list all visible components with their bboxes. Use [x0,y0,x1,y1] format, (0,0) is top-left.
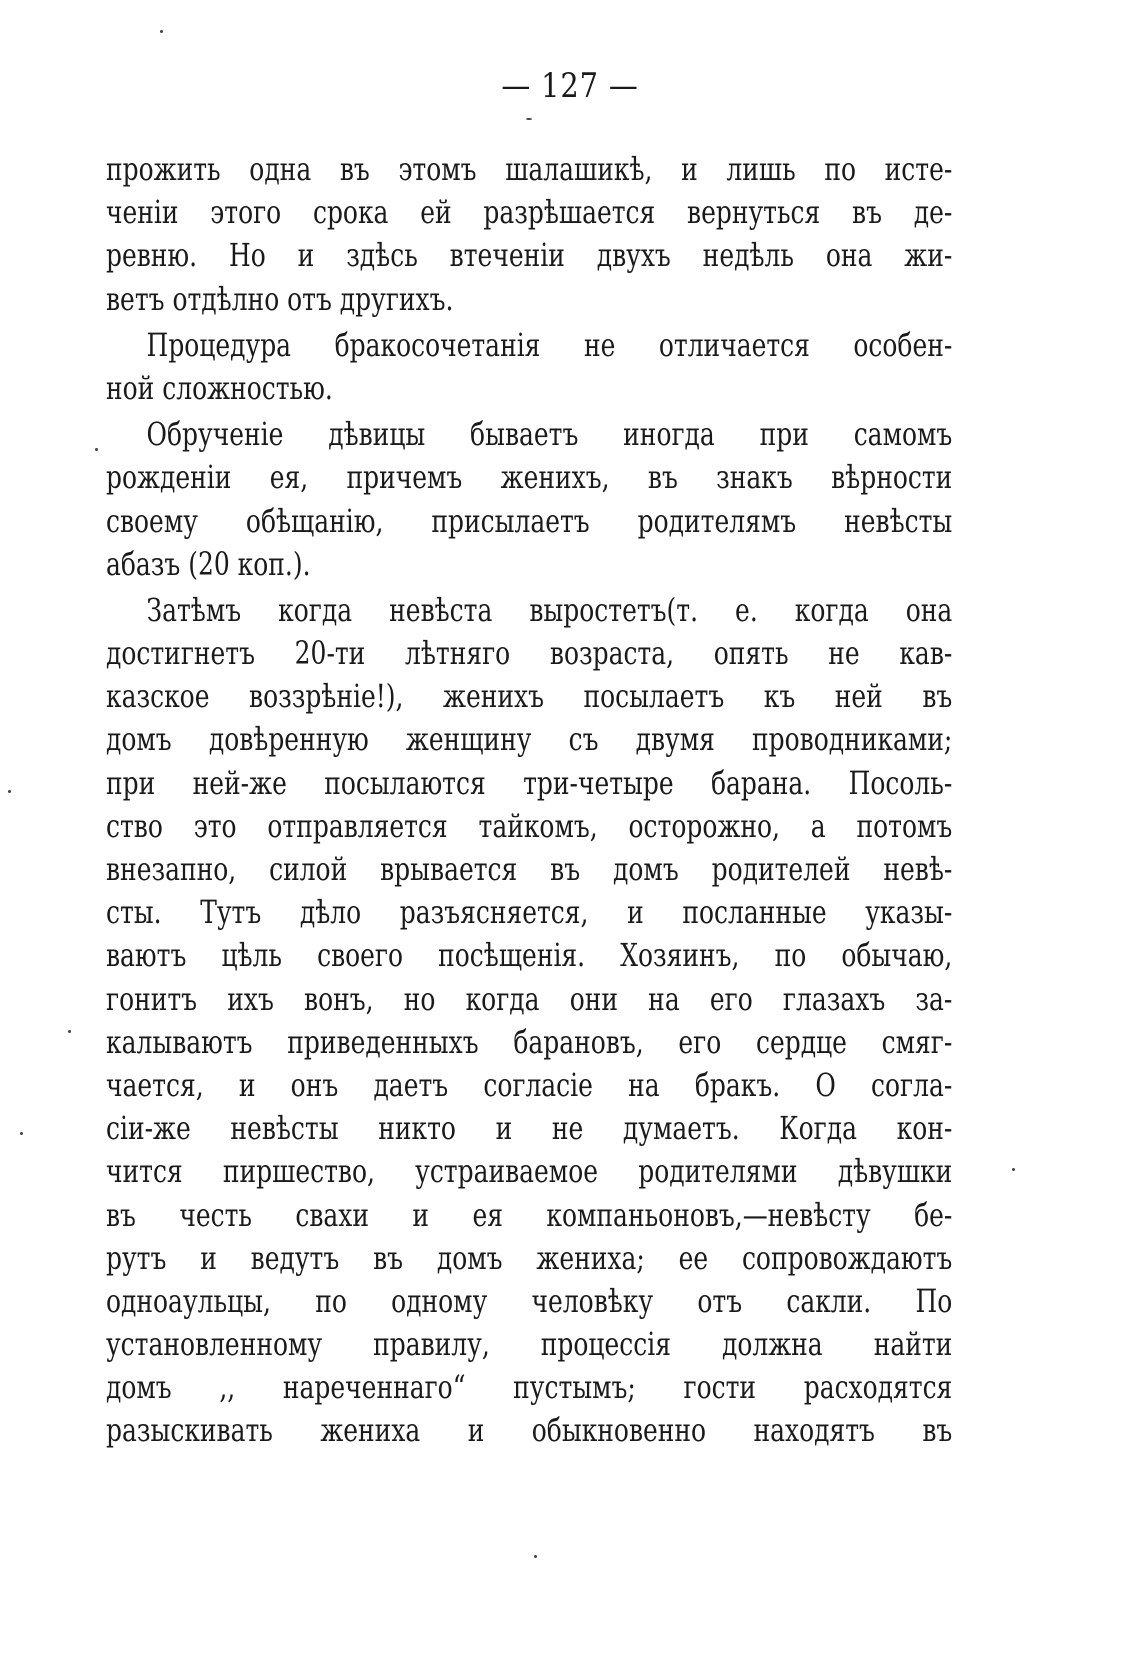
text-line: ство это отправляется тайкомъ, осторожно, а потомъ [106,806,953,845]
text-line: внезапно, силой врывается въ домъ родителей невѣ- [106,850,953,888]
text-line: ваютъ цѣль своего посѣщенія. Хозяинъ, по обычаю, [106,936,953,975]
text-line: чается, и онъ даетъ согласіе на бракъ. О согла- [106,1065,953,1104]
text-line: гонитъ ихъ вонъ, но когда они на его глазахъ за- [106,979,953,1018]
text-line: рожденіи ея, причемъ женихъ, въ знакъ вѣрности [106,458,953,497]
scan-speck [8,790,11,793]
text-line: абазъ (20 коп.). [106,544,311,583]
text-line: въ честь свахи и ея компаньоновъ,—невѣсту бе- [106,1195,953,1234]
text-line: разыскивать жениха и обыкновенно находятъ въ [106,1411,953,1450]
text-line: Процедура бракосочетанія не отличается особен- [146,325,953,364]
text-line: домъ довѣренную женщину съ двумя проводниками; [106,720,953,759]
text-line: ченіи этого срока ей разрѣшается вернуться въ де- [106,193,953,232]
text-line: своему обѣщанію, присылаетъ родителямъ невѣсты [106,501,953,540]
scan-speck [534,1555,537,1558]
text-line: домъ ,, нареченнаго“ пустымъ; гости расходятся [106,1368,953,1407]
scan-speck [95,448,98,451]
text-line: ной сложностью. [106,368,333,407]
text-line: достигнетъ 20-ти лѣтняго возраста, опять не кав- [106,634,953,673]
text-line: Обрученіе дѣвицы бываетъ иногда при самомъ [146,415,953,454]
text-line: одноаульцы, по одному человѣку отъ сакли. По [106,1281,953,1320]
page-number: — 127 — [501,66,639,106]
text-line: казское воззрѣніе!), женихъ посылаетъ къ ней въ [106,677,953,716]
text-line: ветъ отдѣлно отъ другихъ. [106,279,454,318]
scan-speck [20,1132,23,1135]
text-line: ревню. Но и здѣсь втеченіи двухъ недѣль она жи- [106,236,953,275]
text-line: рутъ и ведутъ въ домъ жениха; ее сопровождаютъ [106,1238,953,1277]
text-line: прожить одна въ этомъ шалашикѣ, и лишь по исте- [106,150,953,188]
body-text [106,148,952,1453]
text-line: Затѣмъ когда невѣста выростетъ(т. е. когда она [146,590,953,629]
scan-speck [160,30,163,33]
scan-speck [526,118,532,120]
scan-speck [1012,1168,1015,1171]
text-line: сіи-же невѣсты никто и не думаетъ. Когда кон- [106,1109,953,1148]
text-line: при ней-же посылаются три-четыре барана. Посоль- [106,763,953,802]
text-line: сты. Тутъ дѣло разъясняется, и посланные указы- [106,893,953,932]
text-line: установленному правилу, процессія должна найти [106,1325,953,1364]
scan-speck [68,1030,71,1033]
text-line: чится пиршество, устраиваемое родителями дѣвушки [106,1152,953,1191]
text-line: калываютъ приведенныхъ барановъ, его сердце смяг- [106,1022,953,1061]
